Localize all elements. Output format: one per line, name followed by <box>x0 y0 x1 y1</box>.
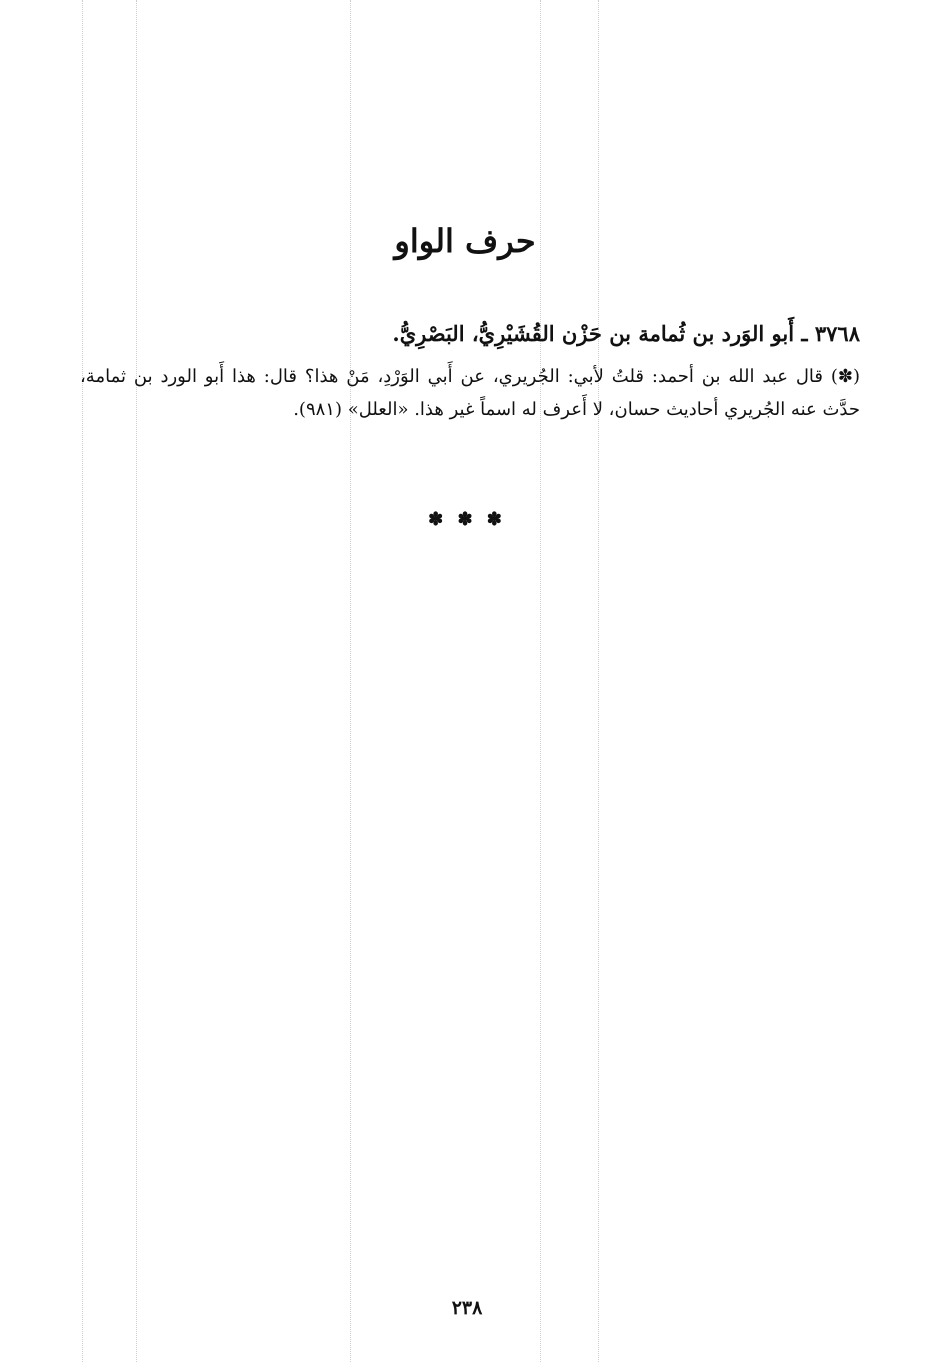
entry-heading: ٣٧٦٨ ـ أَبو الوَرد بن ثُمامة بن حَزْن القُشَيْرِيُّ، البَصْرِيُّ. <box>392 321 860 346</box>
scan-guide-line <box>82 0 83 1362</box>
scan-guide-line <box>598 0 599 1362</box>
scan-guide-line <box>540 0 541 1362</box>
biography-entry <box>80 314 860 426</box>
scan-guide-line <box>136 0 137 1362</box>
entry-text: (✽) قال عبد الله بن أحمد: قلتُ لأبي: الجُريري، عن أَبي الوَرْدِ، مَنْ هذا؟ قال: هذا أَبو الورد بن ثمامة، حدَّث عنه الجُريري أحاديث حسان، لا أَعرف له اسماً غير هذا. «العلل» (٩٨١). <box>80 366 860 420</box>
section-separator: ✽ ✽ ✽ <box>428 509 506 530</box>
page-number: ٢٣٨ <box>451 1297 483 1319</box>
scan-guide-line <box>350 0 351 1362</box>
chapter-title: حرف الواو <box>394 222 536 261</box>
